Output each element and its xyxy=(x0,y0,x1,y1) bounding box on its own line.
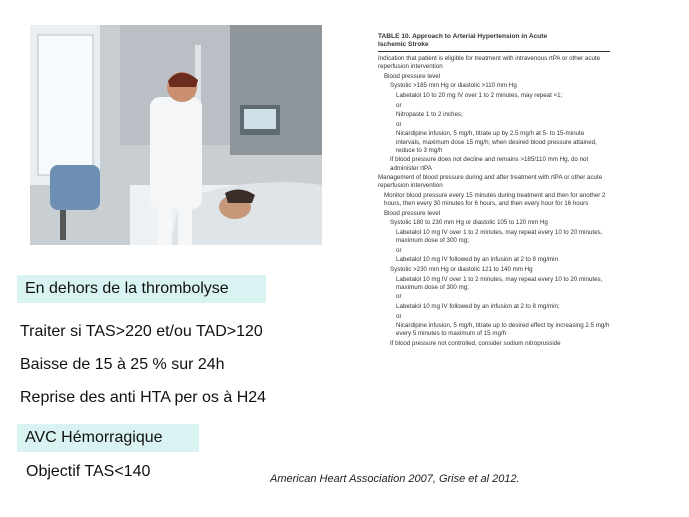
table-row: Labetalol 10 mg IV followed by an infusion at 2 to 8 mg/min xyxy=(396,256,559,264)
table-title: TABLE 10. Approach to Arterial Hypertension in Acute Ischemic Stroke xyxy=(378,33,548,48)
hospital-room-photo xyxy=(30,25,322,245)
section-heading-avc: AVC Hémorragique xyxy=(17,424,199,452)
table-row: Monitor blood pressure every 15 minutes during treatment and then for another 2 hours, then every 30 minutes for 6 hours, and then every hour for 16 hours xyxy=(384,191,606,208)
table-row: Indication that patient is eligible for treatment with intravenous rtPA or other acute reperfusion intervention xyxy=(378,55,601,71)
table-row: Systolic >185 mm Hg or diastolic >110 mm Hg xyxy=(390,82,517,90)
table-row: If blood pressure does not decline and remains >185/110 mm Hg, do not administer rtPA xyxy=(390,156,589,172)
table-row: Nicardipine infusion, 5 mg/h, titrate up by 2.5 mg/h at 5- to 15-minute intervals, maximum dose 15 mg/h; when desired blood pressure attained, reduce to 3 mg/h xyxy=(396,130,597,154)
bullet-line: Traiter si TAS>220 et/ou TAD>120 xyxy=(20,323,263,340)
table-row: Nicardipine infusion, 5 mg/h, titrate up to desired effect by increasing 2.5 mg/h every 5 minutes to maximum of 15 mg/h xyxy=(396,322,610,338)
bullet-line: Reprise des anti HTA per os à H24 xyxy=(20,389,267,406)
table-row: or xyxy=(396,312,402,320)
table-row: or xyxy=(396,101,402,109)
table-row: Systolic 180 to 230 mm Hg or diastolic 105 to 120 mm Hg xyxy=(390,219,548,227)
table-row: Blood pressure level xyxy=(384,72,441,80)
table-row: Systolic >230 mm Hg or diastolic 121 to 140 mm Hg xyxy=(390,265,533,273)
table-row: or xyxy=(396,120,402,128)
table-row: or xyxy=(396,246,402,254)
bullet-line: Baisse de 15 à 25 % sur 24h xyxy=(20,356,225,373)
citation: American Heart Association 2007, Grise et al 2012. xyxy=(270,473,520,485)
table-row: Nitropaste 1 to 2 inches; xyxy=(396,111,463,119)
table-row: Management of blood pressure during and after treatment with rtPA or other acute reperfusion intervention xyxy=(378,174,603,190)
table-divider xyxy=(378,51,610,52)
table-row: Labetalol 10 to 20 mg IV over 1 to 2 minutes, may repeat ×1; xyxy=(396,91,563,99)
section-heading-thrombolyse: En dehors de la thrombolyse xyxy=(17,275,266,303)
table-row: Labetalol 10 mg IV over 1 to 2 minutes, may repeat every 10 to 20 minutes, maximum dose of 300 mg; xyxy=(396,228,603,245)
table-rows xyxy=(378,55,610,348)
hospital-room-illustration xyxy=(30,25,322,245)
table-row: Blood pressure level xyxy=(384,209,441,217)
table-row: Labetalol 10 mg IV over 1 to 2 minutes, may repeat every 10 to 20 minutes, maximum dose of 300 mg; xyxy=(396,275,603,291)
table-row: If blood pressure not controlled, consider sodium nitroprusside xyxy=(390,339,561,347)
hypertension-table xyxy=(378,33,610,349)
bullet-line: Objectif TAS<140 xyxy=(26,463,151,480)
table-row: or xyxy=(396,293,402,301)
table-row: Labetalol 10 mg IV followed by an infusion at 2 to 8 mg/min; xyxy=(396,302,560,310)
